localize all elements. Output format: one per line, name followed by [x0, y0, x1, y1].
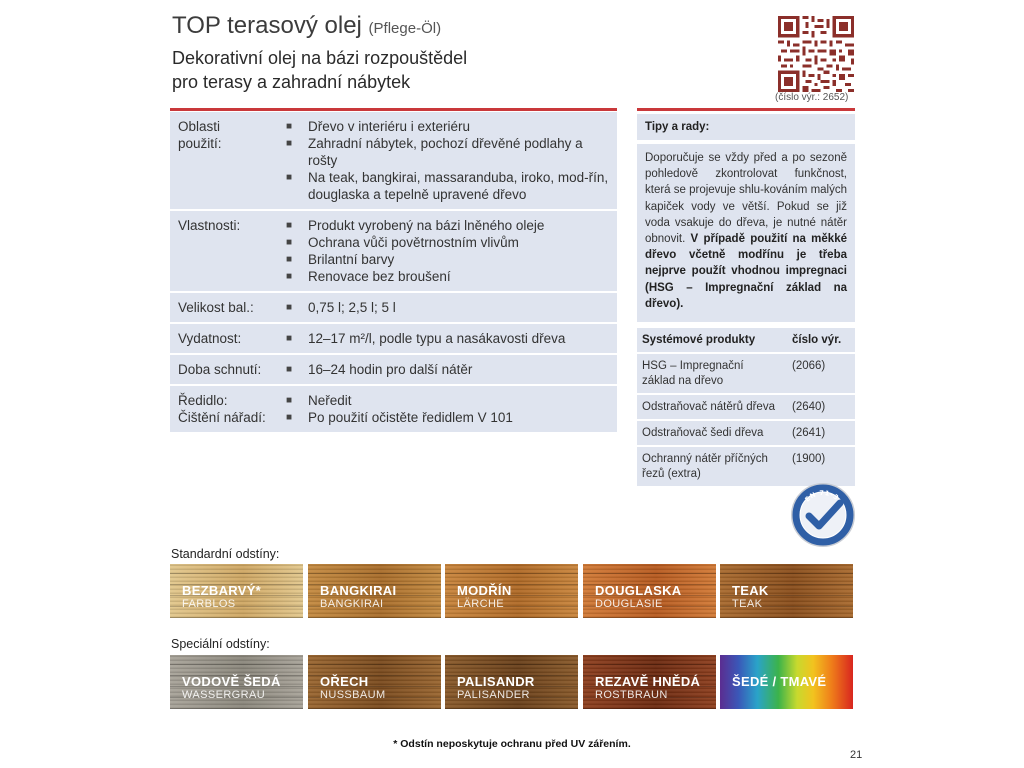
page-subtitle: [172, 46, 467, 94]
property-row: [170, 355, 617, 386]
system-product-name: Ochranný nátěr příčných řezů (extra): [642, 453, 768, 480]
property-value-text: Renovace bez broušení: [308, 269, 451, 284]
title-subtitle-de: (Pflege-Öl): [368, 20, 442, 37]
property-value-text: 0,75 l; 2,5 l; 5 l: [308, 300, 396, 315]
shade-name: ŠEDÉ / TMAVÉ: [732, 674, 827, 689]
page-title: [172, 12, 441, 40]
square-bullet-icon: ■: [286, 220, 293, 231]
property-value-item: [286, 217, 609, 234]
badge-text: EN 71-3: [803, 488, 841, 504]
shade-name-de: PALISANDER: [457, 689, 530, 701]
tips-text-bold: V případě použití na měkké dřevo včetně modřínu je třeba nejprve použít vhodnou impregnaci (HSG – Impregnační základ na dřevo).: [645, 233, 847, 310]
system-product-number: (2640): [792, 401, 826, 413]
en71-3-badge-icon: [790, 482, 856, 548]
shade-name-de: WASSERGRAU: [182, 689, 266, 701]
property-label: Velikost bal.:: [178, 300, 254, 315]
shade-name: MODŘÍN: [457, 583, 512, 598]
square-bullet-icon: ■: [286, 237, 293, 248]
property-value-text: Brilantní barvy: [308, 252, 395, 267]
footnote: * Odstín neposkytuje ochranu před UV zářením.: [393, 738, 631, 750]
title-text: TOP terasový olej: [172, 12, 362, 39]
property-row: [170, 293, 617, 324]
red-divider-left: [170, 108, 617, 111]
property-values: [278, 355, 617, 384]
standard-shades-label: Standardní odstíny:: [171, 547, 280, 561]
shade-swatch: [308, 564, 441, 618]
property-value-text: Dřevo v interiéru i exteriéru: [308, 119, 471, 134]
tips-body: [637, 144, 855, 322]
property-label: Doba schnutí:: [178, 362, 262, 377]
property-values: [278, 112, 617, 209]
square-bullet-icon: ■: [286, 271, 293, 282]
system-product-number: (2641): [792, 427, 826, 439]
property-value-item: [286, 299, 609, 316]
square-bullet-icon: ■: [286, 412, 293, 423]
header-col-number: číslo výr.: [792, 334, 842, 346]
property-value-item: [286, 118, 609, 135]
square-bullet-icon: ■: [286, 364, 293, 375]
property-value-text: Produkt vyrobený na bázi lněného oleje: [308, 218, 545, 233]
tips-heading: Tipy a rady:: [637, 114, 855, 140]
system-product-number: (2066): [792, 360, 826, 372]
subtitle-line-1: Dekorativní olej na bázi rozpouštědel: [172, 48, 468, 68]
red-divider-right: [637, 108, 855, 111]
system-products-table: [637, 328, 855, 488]
square-bullet-icon: ■: [286, 395, 293, 406]
square-bullet-icon: ■: [286, 333, 293, 344]
system-product-number: (1900): [792, 453, 826, 465]
shade-name-de: DOUGLASIE: [595, 598, 663, 610]
property-value-item: [286, 135, 609, 169]
property-values: [278, 211, 617, 291]
qr-code-icon: [778, 16, 854, 92]
property-value-text: Na teak, bangkirai, massaranduba, iroko, mod-řín, douglaska a tepelně upravené dřevo: [308, 170, 609, 202]
tips-text: Doporučuje se vždy před a po sezoně pohledově zkontrolovat funkčnost, která se projevuje shlu-kováním malých kapiček vody ve větší. Pokud se již voda vsakuje do dřeva, je nutné nátěr obnovit.: [645, 152, 847, 246]
property-row: [170, 386, 617, 434]
shade-name-de: ROSTBRAUN: [595, 689, 668, 701]
property-value-item: [286, 361, 609, 378]
property-label: Vydatnost:: [178, 331, 242, 346]
shade-name: REZAVĚ HNĚDÁ: [595, 674, 701, 689]
shade-swatch: [445, 655, 578, 709]
shade-swatch: [583, 655, 716, 709]
shade-name: DOUGLASKA: [595, 583, 682, 598]
property-value-item: [286, 392, 609, 409]
square-bullet-icon: ■: [286, 302, 293, 313]
property-value-item: [286, 268, 609, 285]
property-row: [170, 211, 617, 293]
property-value-item: [286, 251, 609, 268]
shade-name-de: NUSSBAUM: [320, 689, 386, 701]
property-label: Vlastnosti:: [178, 218, 241, 233]
system-products-rows: [637, 354, 855, 488]
property-value-item: [286, 234, 609, 251]
square-bullet-icon: ■: [286, 138, 293, 149]
shade-swatch: [720, 655, 853, 709]
shade-swatch: [170, 564, 303, 618]
shade-name-de: TEAK: [732, 598, 763, 610]
product-number-caption: (číslo výr.: 2652): [775, 92, 849, 103]
property-value-text: Po použití očistěte ředidlem V 101: [308, 410, 513, 425]
property-row: [170, 112, 617, 211]
square-bullet-icon: ■: [286, 121, 293, 132]
property-value-item: [286, 330, 609, 347]
system-product-name: Odstraňovač nátěrů dřeva: [642, 401, 775, 413]
shade-name: VODOVĚ ŠEDÁ: [182, 674, 281, 689]
shade-swatch: [583, 564, 716, 618]
property-label: Oblasti použití:: [178, 119, 222, 151]
property-values: [278, 386, 617, 432]
shade-swatch: [720, 564, 853, 618]
shade-name: OŘECH: [320, 674, 369, 689]
shade-name: PALISANDR: [457, 674, 535, 689]
tips-box: [637, 114, 855, 322]
system-product-name: HSG – Impregnační základ na dřevo: [642, 360, 744, 387]
shade-name: BANGKIRAI: [320, 583, 397, 598]
square-bullet-icon: ■: [286, 254, 293, 265]
shade-swatch: [445, 564, 578, 618]
system-product-row: [637, 354, 855, 395]
shade-name-de: LÄRCHE: [457, 598, 505, 610]
shade-name: BEZBARVÝ*: [182, 583, 262, 598]
shade-name-de: FARBLOS: [182, 598, 236, 610]
special-shades-label: Speciální odstíny:: [171, 637, 270, 651]
property-value-text: Zahradní nábytek, pochozí dřevěné podlahy a rošty: [308, 136, 583, 168]
system-product-row: [637, 421, 855, 447]
system-product-row: [637, 395, 855, 421]
system-products-header: [637, 328, 855, 354]
square-bullet-icon: ■: [286, 172, 293, 183]
shade-name-de: BANGKIRAI: [320, 598, 384, 610]
property-value-text: Neředit: [308, 393, 352, 408]
subtitle-line-2: pro terasy a zahradní nábytek: [172, 72, 411, 92]
shade-swatch: [170, 655, 303, 709]
property-value-text: 12–17 m²/l, podle typu a nasákavosti dřeva: [308, 331, 566, 346]
properties-table: [170, 112, 617, 434]
property-value-item: [286, 169, 609, 203]
property-values: [278, 293, 617, 322]
property-row: [170, 324, 617, 355]
page-number: 21: [850, 749, 863, 761]
header-col-product: Systémové produkty: [642, 334, 756, 346]
shade-swatch: [308, 655, 441, 709]
property-value-item: [286, 409, 609, 426]
property-value-text: Ochrana vůči povětrnostním vlivům: [308, 235, 519, 250]
property-values: [278, 324, 617, 353]
system-product-name: Odstraňovač šedi dřeva: [642, 427, 764, 439]
shade-name: TEAK: [732, 583, 769, 598]
property-label: Ředidlo: Čištění nářadí:: [178, 393, 266, 425]
property-value-text: 16–24 hodin pro další nátěr: [308, 362, 473, 377]
